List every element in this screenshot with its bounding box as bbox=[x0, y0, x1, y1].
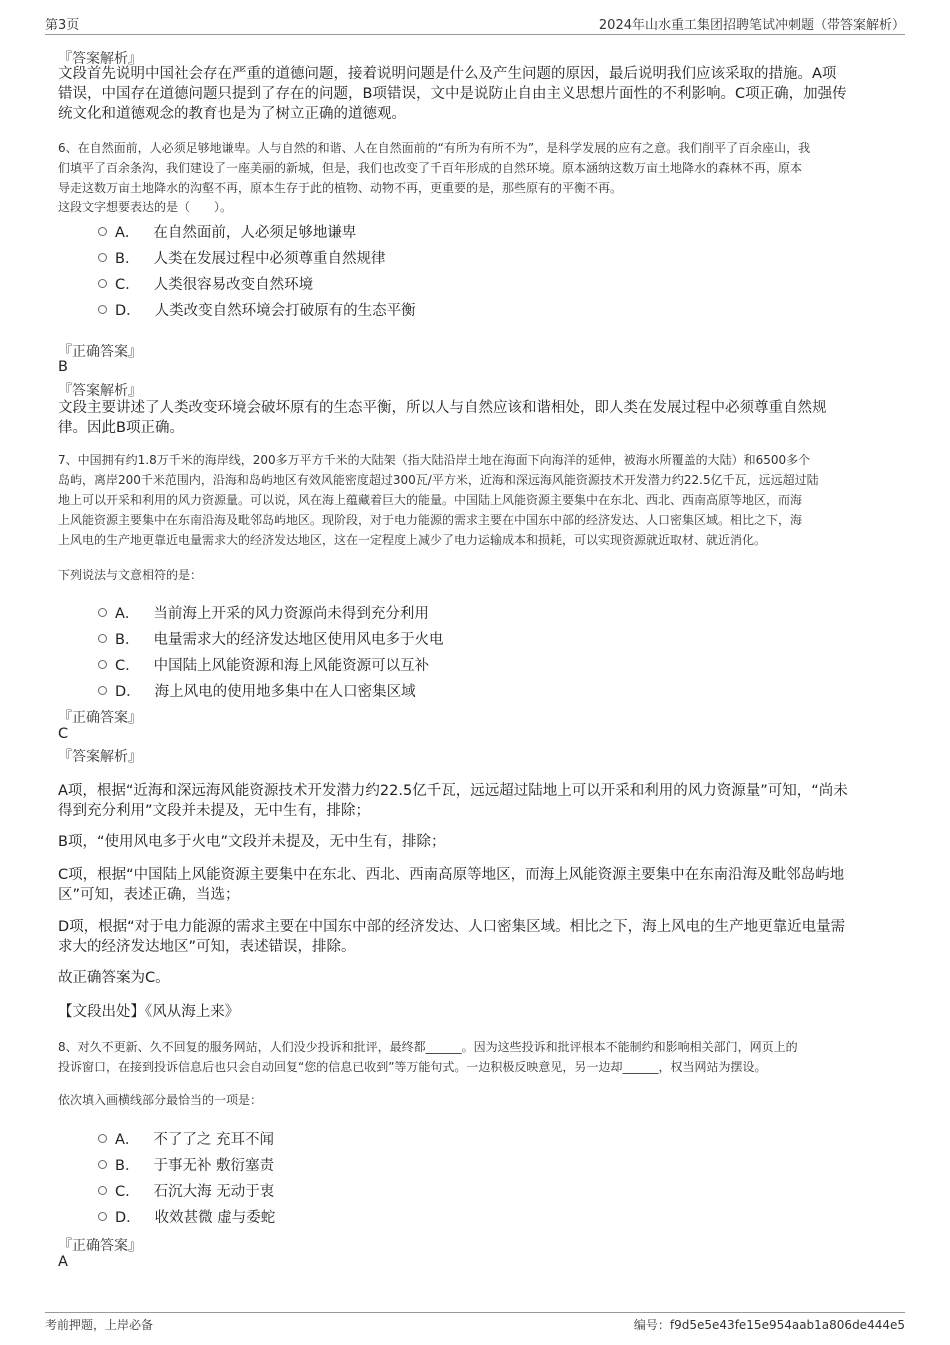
question-6-prompt: 这段文字想要表达的是（ ）。 bbox=[58, 200, 233, 214]
radio-icon bbox=[98, 1212, 107, 1221]
question-8-option-c[interactable]: C． 石沉大海 无动于衷 bbox=[98, 1180, 274, 1201]
document-title: 2024年山水重工集团招聘笔试冲刺题（带答案解析） bbox=[598, 18, 905, 33]
analysis-text: 文段首先说明中国社会存在严重的道德问题，接着说明问题是什么及产生问题的原因，最后说明我们应该采取的措施。A项 错误，中国存在道德问题只提到了存在的问题，B项错误，文中是说防止自由主义思想片面性的不利影响。C项正确，加强传 统文化和道德观念的教育也是为了树立正确的道德观。 bbox=[58, 66, 847, 122]
analysis-paragraph-a: A项，根据“近海和深远海风能资源技术开发潜力约22.5亿千瓦，远远超过陆地上可以开采和利用的风力资源量”可知，“尚未 得到充分利用”文段并未提及，无中生有，排除； bbox=[58, 783, 848, 819]
question-6-text: 6、在自然面前，人必须足够地谦卑。人与自然的和谐、人在自然面前的“有所为有所不为”，是科学发展的应有之意。我们削平了百余座山，我 们填平了百余条沟，我们建设了一座美丽的新城，但是，我们也改变了千百年形成的自然环境。原本涵纳这数万亩土地降水的森林不再，原本 导走这数万亩土地降水的沟壑不再，原本生存于此的植物、动物不再，更重要的是，那些原有的平衡不再。 bbox=[58, 141, 811, 195]
question-7-option-c[interactable]: C． 中国陆上风能资源和海上风能资源可以互补 bbox=[98, 654, 429, 675]
question-7-option-b[interactable]: B． 电量需求大的经济发达地区使用风电多于火电 bbox=[98, 628, 443, 649]
radio-icon bbox=[98, 686, 107, 695]
analysis-label: 『答案解析』 bbox=[58, 51, 142, 67]
question-7-text: 7、中国拥有约1.8万千米的海岸线，200多万平方千米的大陆架（指大陆沿岸土地在海面下向海洋的延伸，被海水所覆盖的大陆）和6500多个 岛屿，离岸200千米范围内，沿海和岛屿地区有效风能密度超过300瓦/平方米，近海和深远海风能资源技术开发潜力约22.5亿千瓦，远远超过陆 地上可以开采和利用的风力资源量。可以说，风在海上蕴藏着巨大的能量。中国陆上风能资源主要集中在东北、西北、西南高原等地区，而海 上风能资源主要集中在东南沿海及毗邻岛屿地区。现阶段，对于电力能源的需求主要在中国东中部的经济发达、人口密集区域。相比之下，海 上风电的生产地更靠近电量需求大的经济发达地区，这在一定程度上减少了电力运输成本和损耗，可以实现资源就近取材、就近消化。 bbox=[58, 453, 819, 547]
question-7-option-a[interactable]: A． 当前海上开采的风力资源尚未得到充分利用 bbox=[98, 602, 429, 623]
radio-icon bbox=[98, 227, 107, 236]
footer-slogan: 考前押题，上岸必备 bbox=[45, 1318, 154, 1332]
question-6-option-a[interactable]: A． 在自然面前，人必须足够地谦卑 bbox=[98, 221, 356, 242]
correct-answer: B bbox=[58, 359, 68, 375]
correct-answer-label: 『正确答案』 bbox=[58, 710, 142, 726]
radio-icon bbox=[98, 660, 107, 669]
analysis-label: 『答案解析』 bbox=[58, 749, 142, 765]
footer-divider bbox=[45, 1312, 905, 1313]
analysis-paragraph-d: D项，根据“对于电力能源的需求主要在中国东中部的经济发达、人口密集区域。相比之下，海上风电的生产地更靠近电量需 求大的经济发达地区”可知，表述错误，排除。 bbox=[58, 919, 846, 955]
radio-icon bbox=[98, 253, 107, 262]
radio-icon bbox=[98, 608, 107, 617]
radio-icon bbox=[98, 634, 107, 643]
analysis-label: 『答案解析』 bbox=[58, 383, 142, 399]
correct-answer: C bbox=[58, 726, 69, 742]
passage-source: 【文段出处】《风从海上来》 bbox=[58, 1004, 240, 1020]
correct-answer: A bbox=[58, 1254, 68, 1270]
question-8-text: 8、对久不更新、久不回复的服务网站，人们没少投诉和批评，最终都______。因为这些投诉和批评根本不能制约和影响相关部门，网页上的 投诉窗口，在接到投诉信息后也只会自动回复“您的信息已收到”等万能句式。一边积极反映意见，另一边却______，权当网站为摆设。 bbox=[58, 1040, 798, 1074]
analysis-paragraph-b: B项，“使用风电多于火电”文段并未提及，无中生有，排除； bbox=[58, 834, 446, 850]
analysis-text: 文段主要讲述了人类改变环境会破坏原有的生态平衡，所以人与自然应该和谐相处，即人类在发展过程中必须尊重自然规 律。因此B项正确。 bbox=[58, 400, 827, 436]
radio-icon bbox=[98, 305, 107, 314]
question-6-option-b[interactable]: B． 人类在发展过程中必须尊重自然规律 bbox=[98, 247, 385, 268]
header-divider bbox=[45, 34, 905, 35]
radio-icon bbox=[98, 279, 107, 288]
question-8-option-b[interactable]: B． 于事无补 敷衍塞责 bbox=[98, 1154, 274, 1175]
question-8-prompt: 依次填入画横线部分最恰当的一项是： bbox=[58, 1093, 263, 1107]
correct-answer-label: 『正确答案』 bbox=[58, 1238, 142, 1254]
radio-icon bbox=[98, 1160, 107, 1169]
analysis-conclusion: 故正确答案为C。 bbox=[58, 970, 170, 986]
question-7-option-d[interactable]: D． 海上风电的使用地多集中在人口密集区域 bbox=[98, 680, 416, 701]
question-6-option-d[interactable]: D． 人类改变自然环境会打破原有的生态平衡 bbox=[98, 299, 416, 320]
analysis-paragraph-c: C项，根据“中国陆上风能资源主要集中在东北、西北、西南高原等地区，而海上风能资源主要集中在东南沿海及毗邻岛屿地 区”可知，表述正确，当选； bbox=[58, 867, 845, 903]
question-8-option-a[interactable]: A． 不了了之 充耳不闻 bbox=[98, 1128, 274, 1149]
question-8-option-d[interactable]: D． 收效甚微 虚与委蛇 bbox=[98, 1206, 275, 1227]
question-6-option-c[interactable]: C． 人类很容易改变自然环境 bbox=[98, 273, 313, 294]
correct-answer-label: 『正确答案』 bbox=[58, 344, 142, 360]
radio-icon bbox=[98, 1134, 107, 1143]
document-code: 编号：f9d5e5e43fe15e954aab1a806de444e5 bbox=[633, 1318, 905, 1332]
page-number: 第3页 bbox=[45, 18, 80, 33]
question-7-prompt: 下列说法与文意相符的是： bbox=[58, 568, 203, 582]
radio-icon bbox=[98, 1186, 107, 1195]
